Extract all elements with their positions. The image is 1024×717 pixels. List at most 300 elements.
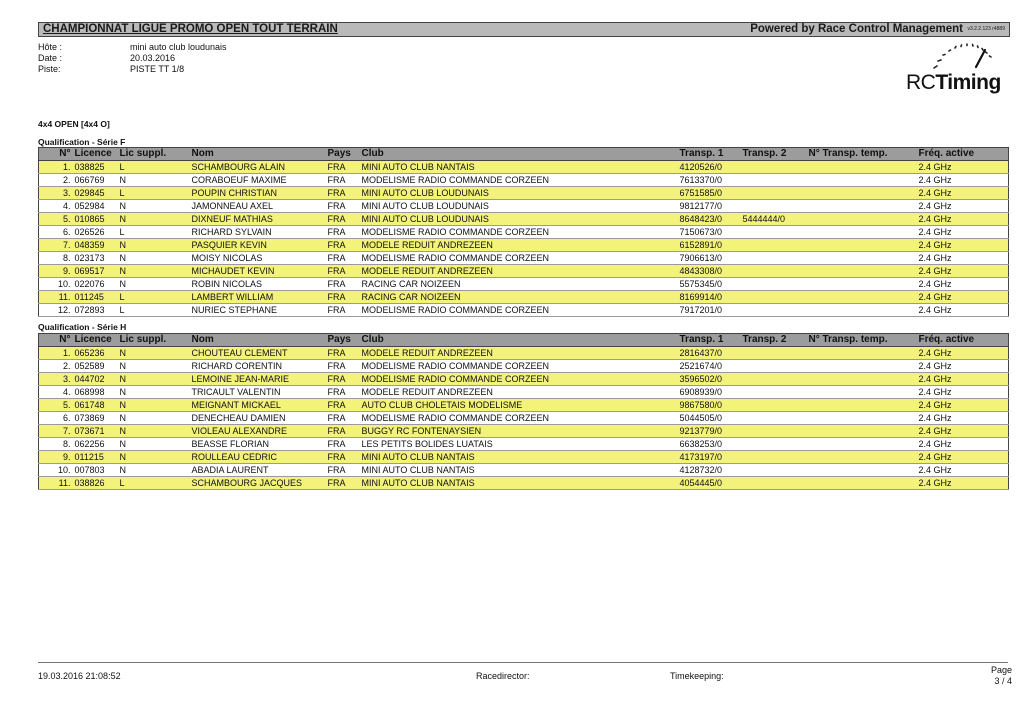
cell-nom: ROULLEAU CEDRIC [190,451,326,464]
cell-pays: FRA [326,373,360,386]
cell-freq: 2.4 GHz [917,360,1009,373]
cell-nom: BEASSE FLORIAN [190,438,326,451]
table-row [39,174,1009,187]
column-header-nom: Nom [190,148,326,161]
cell-club: LES PETITS BOLIDES LUATAIS [360,438,678,451]
cell-lic: 038826 [73,477,118,490]
table-row [39,278,1009,291]
cell-freq: 2.4 GHz [917,161,1009,174]
cell-nom: RICHARD SYLVAIN [190,226,326,239]
table-row [39,347,1009,360]
cell-t2 [741,265,807,278]
cell-tmp [807,291,917,304]
cell-t2 [741,252,807,265]
cell-t2 [741,239,807,252]
cell-club: MODELE REDUIT ANDREZEEN [360,386,678,399]
cell-pays: FRA [326,239,360,252]
cell-nom: DIXNEUF MATHIAS [190,213,326,226]
series-h-title: Qualification - Série H [38,322,127,332]
cell-t1: 3596502/0 [678,373,741,386]
cell-pays: FRA [326,265,360,278]
cell-lic: 029845 [73,187,118,200]
cell-sup: N [118,373,190,386]
track-value: PISTE TT 1/8 [130,64,185,74]
cell-freq: 2.4 GHz [917,291,1009,304]
table-row [39,187,1009,200]
cell-club: MODELISME RADIO COMMANDE CORZEEN [360,252,678,265]
cell-pos: 5. [39,399,73,412]
cell-club: MODELISME RADIO COMMANDE CORZEEN [360,412,678,425]
cell-lic: 023173 [73,252,118,265]
cell-pays: FRA [326,291,360,304]
cell-tmp [807,226,917,239]
cell-tmp [807,464,917,477]
cell-t1: 4120526/0 [678,161,741,174]
cell-sup: N [118,213,190,226]
cell-pos: 8. [39,438,73,451]
cell-sup: L [118,187,190,200]
cell-pos: 2. [39,174,73,187]
cell-nom: MEIGNANT MICKAEL [190,399,326,412]
cell-club: MINI AUTO CLUB NANTAIS [360,477,678,490]
cell-nom: DENECHEAU DAMIEN [190,412,326,425]
cell-t2 [741,347,807,360]
table-row [39,265,1009,278]
table-row [39,373,1009,386]
cell-t1: 6152891/0 [678,239,741,252]
column-header-lic: Licence [73,148,118,161]
cell-t1: 6908939/0 [678,386,741,399]
cell-t2: 5444444/0 [741,213,807,226]
cell-t2 [741,386,807,399]
cell-freq: 2.4 GHz [917,226,1009,239]
cell-tmp [807,174,917,187]
table-row [39,226,1009,239]
cell-t1: 7917201/0 [678,304,741,317]
cell-freq: 2.4 GHz [917,252,1009,265]
cell-sup: N [118,451,190,464]
cell-t1: 7613370/0 [678,174,741,187]
cell-tmp [807,425,917,438]
cell-t2 [741,451,807,464]
cell-t1: 9812177/0 [678,200,741,213]
cell-club: MODELISME RADIO COMMANDE CORZEEN [360,226,678,239]
cell-club: BUGGY RC FONTENAYSIEN [360,425,678,438]
cell-pays: FRA [326,226,360,239]
cell-nom: POUPIN CHRISTIAN [190,187,326,200]
event-class: 4x4 OPEN [4x4 O] [38,119,110,129]
cell-t2 [741,425,807,438]
cell-lic: 068998 [73,386,118,399]
cell-pos: 2. [39,360,73,373]
host-label: Hôte : [38,42,63,52]
cell-pays: FRA [326,477,360,490]
cell-sup: N [118,386,190,399]
cell-freq: 2.4 GHz [917,278,1009,291]
table-row [39,412,1009,425]
cell-nom: LAMBERT WILLIAM [190,291,326,304]
cell-nom: VIOLEAU ALEXANDRE [190,425,326,438]
cell-tmp [807,187,917,200]
cell-nom: CORABOEUF MAXIME [190,174,326,187]
cell-tmp [807,451,917,464]
cell-t1: 9867580/0 [678,399,741,412]
cell-pos: 7. [39,425,73,438]
cell-t2 [741,464,807,477]
column-header-t1: Transp. 1 [678,148,741,161]
cell-freq: 2.4 GHz [917,412,1009,425]
cell-pays: FRA [326,304,360,317]
cell-t1: 6638253/0 [678,438,741,451]
logo-rc: RC [906,71,936,94]
cell-t2 [741,278,807,291]
cell-sup: N [118,347,190,360]
cell-sup: N [118,425,190,438]
cell-lic: 072893 [73,304,118,317]
cell-pos: 1. [39,347,73,360]
cell-sup: N [118,412,190,425]
column-header-sup: Lic suppl. [118,148,190,161]
powered-by-label: Powered by Race Control Management [750,23,963,35]
cell-sup: L [118,161,190,174]
cell-freq: 2.4 GHz [917,304,1009,317]
column-header-pos: N° [39,148,73,161]
cell-club: MINI AUTO CLUB LOUDUNAIS [360,200,678,213]
table-row [39,360,1009,373]
cell-t1: 5575345/0 [678,278,741,291]
gauge-icon [928,42,1000,72]
cell-lic: 007803 [73,464,118,477]
table-row [39,386,1009,399]
footer-divider [38,662,1008,663]
cell-tmp [807,213,917,226]
cell-freq: 2.4 GHz [917,425,1009,438]
print-timestamp: 19.03.2016 21:08:52 [38,671,121,681]
cell-pays: FRA [326,174,360,187]
logo-text [906,71,1001,95]
cell-pos: 11. [39,291,73,304]
cell-sup: L [118,291,190,304]
cell-sup: N [118,464,190,477]
cell-t2 [741,200,807,213]
cell-freq: 2.4 GHz [917,187,1009,200]
host-value: mini auto club loudunais [130,42,227,52]
cell-nom: JAMONNEAU AXEL [190,200,326,213]
cell-tmp [807,200,917,213]
table-header-row [39,334,1009,347]
cell-tmp [807,347,917,360]
cell-pays: FRA [326,464,360,477]
column-header-freq: Fréq. active [917,148,1009,161]
cell-sup: N [118,278,190,291]
table-row [39,304,1009,317]
cell-sup: N [118,252,190,265]
cell-sup: L [118,304,190,317]
page-indicator [970,665,1012,687]
cell-t1: 8648423/0 [678,213,741,226]
cell-nom: PASQUIER KEVIN [190,239,326,252]
cell-pays: FRA [326,360,360,373]
cell-freq: 2.4 GHz [917,386,1009,399]
cell-club: MINI AUTO CLUB LOUDUNAIS [360,187,678,200]
column-header-freq: Fréq. active [917,334,1009,347]
column-header-t2: Transp. 2 [741,148,807,161]
cell-freq: 2.4 GHz [917,451,1009,464]
cell-pays: FRA [326,412,360,425]
cell-freq: 2.4 GHz [917,373,1009,386]
cell-sup: N [118,174,190,187]
cell-tmp [807,304,917,317]
cell-pays: FRA [326,187,360,200]
cell-pays: FRA [326,213,360,226]
software-version: v3.2.2.123 r4889 [967,26,1005,32]
cell-lic: 073671 [73,425,118,438]
cell-sup: N [118,239,190,252]
cell-freq: 2.4 GHz [917,399,1009,412]
column-header-nom: Nom [190,334,326,347]
column-header-t2: Transp. 2 [741,334,807,347]
cell-tmp [807,412,917,425]
cell-t1: 9213779/0 [678,425,741,438]
cell-pos: 4. [39,200,73,213]
cell-pays: FRA [326,425,360,438]
cell-nom: ABADIA LAURENT [190,464,326,477]
cell-club: MODELISME RADIO COMMANDE CORZEEN [360,360,678,373]
cell-lic: 066769 [73,174,118,187]
column-header-pays: Pays [326,148,360,161]
cell-t2 [741,360,807,373]
column-header-club: Club [360,334,678,347]
cell-tmp [807,239,917,252]
cell-club: MINI AUTO CLUB LOUDUNAIS [360,213,678,226]
cell-club: MODELE REDUIT ANDREZEEN [360,265,678,278]
table-row [39,438,1009,451]
cell-t2 [741,187,807,200]
cell-lic: 052589 [73,360,118,373]
event-meta [38,42,338,75]
column-header-tmp: N° Transp. temp. [807,334,917,347]
cell-t2 [741,373,807,386]
rc-timing-logo [900,42,1010,96]
cell-lic: 010865 [73,213,118,226]
cell-t1: 5044505/0 [678,412,741,425]
cell-t1: 4173197/0 [678,451,741,464]
cell-tmp [807,252,917,265]
cell-pays: FRA [326,399,360,412]
cell-pays: FRA [326,438,360,451]
cell-nom: MICHAUDET KEVIN [190,265,326,278]
table-header-row [39,148,1009,161]
cell-nom: NURIEC STEPHANE [190,304,326,317]
cell-tmp [807,477,917,490]
column-header-club: Club [360,148,678,161]
date-value: 20.03.2016 [130,53,176,63]
cell-club: MODELISME RADIO COMMANDE CORZEEN [360,373,678,386]
cell-t1: 4054445/0 [678,477,741,490]
cell-pos: 9. [39,265,73,278]
cell-freq: 2.4 GHz [917,347,1009,360]
cell-lic: 038825 [73,161,118,174]
cell-lic: 022076 [73,278,118,291]
logo-timing: Timing [935,71,1001,94]
cell-lic: 065236 [73,347,118,360]
cell-lic: 026526 [73,226,118,239]
cell-freq: 2.4 GHz [917,239,1009,252]
cell-lic: 073869 [73,412,118,425]
column-header-lic: Licence [73,334,118,347]
racedirector-label: Racedirector: [476,671,530,681]
cell-tmp [807,386,917,399]
cell-lic: 061748 [73,399,118,412]
cell-sup: N [118,438,190,451]
cell-freq: 2.4 GHz [917,200,1009,213]
cell-nom: CHOUTEAU CLEMENT [190,347,326,360]
cell-tmp [807,373,917,386]
cell-club: MODELE REDUIT ANDREZEEN [360,239,678,252]
cell-sup: N [118,399,190,412]
cell-freq: 2.4 GHz [917,174,1009,187]
cell-t2 [741,174,807,187]
cell-tmp [807,161,917,174]
cell-lic: 062256 [73,438,118,451]
cell-pos: 6. [39,412,73,425]
cell-sup: N [118,265,190,278]
meta-row-date [38,53,338,64]
meta-row-track [38,64,338,75]
cell-freq: 2.4 GHz [917,265,1009,278]
cell-nom: ROBIN NICOLAS [190,278,326,291]
cell-nom: SCHAMBOURG JACQUES [190,477,326,490]
cell-tmp [807,278,917,291]
cell-club: MINI AUTO CLUB NANTAIS [360,464,678,477]
cell-freq: 2.4 GHz [917,213,1009,226]
cell-pays: FRA [326,451,360,464]
cell-nom: RICHARD CORENTIN [190,360,326,373]
table-row [39,477,1009,490]
cell-lic: 048359 [73,239,118,252]
series-f-table [38,147,1009,317]
cell-club: MODELE REDUIT ANDREZEEN [360,347,678,360]
cell-t2 [741,412,807,425]
cell-club: RACING CAR NOIZEEN [360,291,678,304]
series-f-title: Qualification - Série F [38,137,126,147]
championship-title: CHAMPIONNAT LIGUE PROMO OPEN TOUT TERRAIN [43,23,338,35]
cell-pos: 6. [39,226,73,239]
timekeeping-label: Timekeeping: [670,671,724,681]
table-row [39,200,1009,213]
table-row [39,399,1009,412]
cell-pos: 11. [39,477,73,490]
cell-nom: LEMOINE JEAN-MARIE [190,373,326,386]
cell-t1: 8169914/0 [678,291,741,304]
table-row [39,252,1009,265]
cell-t2 [741,304,807,317]
cell-lic: 069517 [73,265,118,278]
cell-pays: FRA [326,278,360,291]
cell-lic: 044702 [73,373,118,386]
cell-pos: 12. [39,304,73,317]
cell-tmp [807,438,917,451]
cell-club: RACING CAR NOIZEEN [360,278,678,291]
table-row [39,464,1009,477]
cell-club: AUTO CLUB CHOLETAIS MODELISME [360,399,678,412]
cell-club: MODELISME RADIO COMMANDE CORZEEN [360,304,678,317]
cell-pos: 3. [39,373,73,386]
cell-t2 [741,226,807,239]
cell-lic: 052984 [73,200,118,213]
cell-pays: FRA [326,252,360,265]
cell-nom: TRICAULT VALENTIN [190,386,326,399]
table-row [39,425,1009,438]
column-header-sup: Lic suppl. [118,334,190,347]
cell-pos: 10. [39,464,73,477]
track-label: Piste: [38,64,61,74]
column-header-pays: Pays [326,334,360,347]
cell-t1: 2816437/0 [678,347,741,360]
page-number: 3 / 4 [994,676,1012,686]
cell-t1: 7906613/0 [678,252,741,265]
cell-t1: 6751585/0 [678,187,741,200]
date-label: Date : [38,53,63,63]
header-band [38,22,1010,37]
cell-sup: L [118,226,190,239]
cell-pays: FRA [326,200,360,213]
cell-lic: 011215 [73,451,118,464]
cell-tmp [807,399,917,412]
cell-t1: 4843308/0 [678,265,741,278]
cell-pos: 1. [39,161,73,174]
cell-pos: 8. [39,252,73,265]
cell-t1: 4128732/0 [678,464,741,477]
cell-pos: 5. [39,213,73,226]
cell-pos: 3. [39,187,73,200]
cell-club: MINI AUTO CLUB NANTAIS [360,161,678,174]
cell-t2 [741,161,807,174]
series-h-table [38,333,1009,490]
table-row [39,213,1009,226]
cell-pos: 9. [39,451,73,464]
cell-club: MODELISME RADIO COMMANDE CORZEEN [360,174,678,187]
cell-t1: 7150673/0 [678,226,741,239]
cell-sup: N [118,360,190,373]
cell-freq: 2.4 GHz [917,477,1009,490]
cell-pos: 7. [39,239,73,252]
page-label: Page [990,665,1012,675]
table-row [39,161,1009,174]
cell-club: MINI AUTO CLUB NANTAIS [360,451,678,464]
cell-tmp [807,265,917,278]
cell-sup: N [118,200,190,213]
cell-freq: 2.4 GHz [917,464,1009,477]
column-header-pos: N° [39,334,73,347]
cell-tmp [807,360,917,373]
table-row [39,291,1009,304]
meta-row-host [38,42,338,53]
cell-nom: MOISY NICOLAS [190,252,326,265]
cell-pays: FRA [326,386,360,399]
cell-freq: 2.4 GHz [917,438,1009,451]
cell-t2 [741,399,807,412]
cell-sup: L [118,477,190,490]
column-header-t1: Transp. 1 [678,334,741,347]
cell-t1: 2521674/0 [678,360,741,373]
cell-pos: 10. [39,278,73,291]
cell-t2 [741,477,807,490]
cell-pos: 4. [39,386,73,399]
cell-pays: FRA [326,347,360,360]
cell-t2 [741,438,807,451]
table-row [39,239,1009,252]
